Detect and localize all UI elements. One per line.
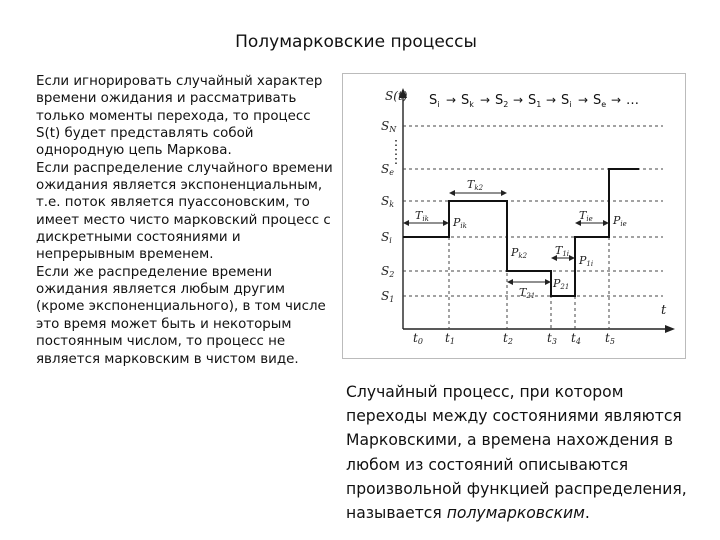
seq-state-4: $S_1$ bbox=[528, 93, 542, 109]
time-label-3: t3 bbox=[547, 331, 557, 346]
paragraph-exponential: Если распределение случайного времени ожидания является экспоненциальным, т.е. поток является пуассоновским, то имеет место чисто марковский процесс с дискретными состояниями и непрерывным временем. bbox=[36, 160, 333, 263]
seq-arrow-5: → bbox=[578, 93, 589, 107]
seq-state-1: $S_i$ bbox=[429, 93, 440, 109]
seq-state-6: $S_e$ bbox=[593, 93, 607, 109]
seq-arrow-3: → bbox=[513, 93, 524, 107]
seq-arrow-6: → bbox=[611, 93, 622, 107]
definition-caption bbox=[346, 380, 706, 525]
process-diagram-svg bbox=[343, 74, 687, 360]
state-label-i: Si bbox=[381, 230, 392, 245]
time-label-2: t2 bbox=[503, 331, 513, 346]
label-t-1i: T1i bbox=[555, 244, 570, 258]
label-t-ik: Tik bbox=[415, 209, 429, 223]
label-t-21: T21 bbox=[519, 286, 536, 300]
x-axis-label: t bbox=[661, 303, 667, 318]
label-t-k2: Tk2 bbox=[467, 178, 484, 192]
label-p-ie: Pie bbox=[613, 214, 627, 228]
label-p-ik: Pik bbox=[453, 216, 467, 230]
caption-end: . bbox=[584, 504, 590, 523]
state-label-n: SN bbox=[381, 119, 397, 134]
paragraph-markov-chain: Если игнорировать случайный характер времени ожидания и рассматривать только моменты перехода, то процесс S(t) будет представлять собой однородную цепь Маркова. bbox=[36, 74, 323, 159]
label-p-k2: Pk2 bbox=[511, 246, 528, 260]
seq-state-3: $S_2$ bbox=[495, 93, 509, 109]
caption-text: Случайный процесс, при котором переходы между состояниями являются Марковскими, а времена нахождения в любом из состояний описываются произвольной функцией распределения, называется bbox=[346, 383, 687, 523]
slide-title bbox=[0, 32, 720, 52]
time-labels bbox=[413, 331, 615, 346]
time-label-5: t5 bbox=[605, 331, 615, 346]
state-label-e: Se bbox=[381, 162, 394, 177]
left-text-block bbox=[36, 73, 336, 368]
label-t-ie: Tie bbox=[579, 209, 593, 223]
time-label-0: t0 bbox=[413, 331, 423, 346]
time-label-4: t4 bbox=[571, 331, 581, 346]
process-diagram bbox=[342, 73, 686, 359]
state-label-1: S1 bbox=[381, 289, 395, 304]
seq-ellipsis: … bbox=[626, 93, 639, 108]
seq-state-5: $S_i$ bbox=[561, 93, 572, 109]
caption-term: полумарковским bbox=[446, 504, 585, 523]
x-axis-arrow bbox=[665, 325, 675, 333]
slide-title-text: Полумарковские процессы bbox=[235, 32, 477, 52]
seq-arrow-2: → bbox=[480, 93, 491, 107]
seq-arrow-1: → bbox=[446, 93, 457, 107]
y-axis-label: S(t) bbox=[385, 89, 408, 103]
time-label-1: t1 bbox=[445, 331, 455, 346]
seq-arrow-4: → bbox=[546, 93, 557, 107]
transition-sequence bbox=[429, 93, 639, 109]
paragraph-non-exponential: Если же распределение времени ожидания является любым другим (кроме экспоненциального), в том числе это время может быть и некоторым постоянным числом, то процесс не является марковским в чистом виде. bbox=[36, 264, 326, 367]
seq-state-2: $S_k$ bbox=[461, 93, 474, 109]
state-levels bbox=[381, 119, 663, 304]
label-p-21: P21 bbox=[553, 277, 570, 291]
state-label-2: S2 bbox=[381, 264, 395, 279]
state-label-k: Sk bbox=[381, 194, 395, 209]
process-step-path bbox=[403, 169, 639, 296]
label-p-1i: P1i bbox=[579, 254, 594, 268]
